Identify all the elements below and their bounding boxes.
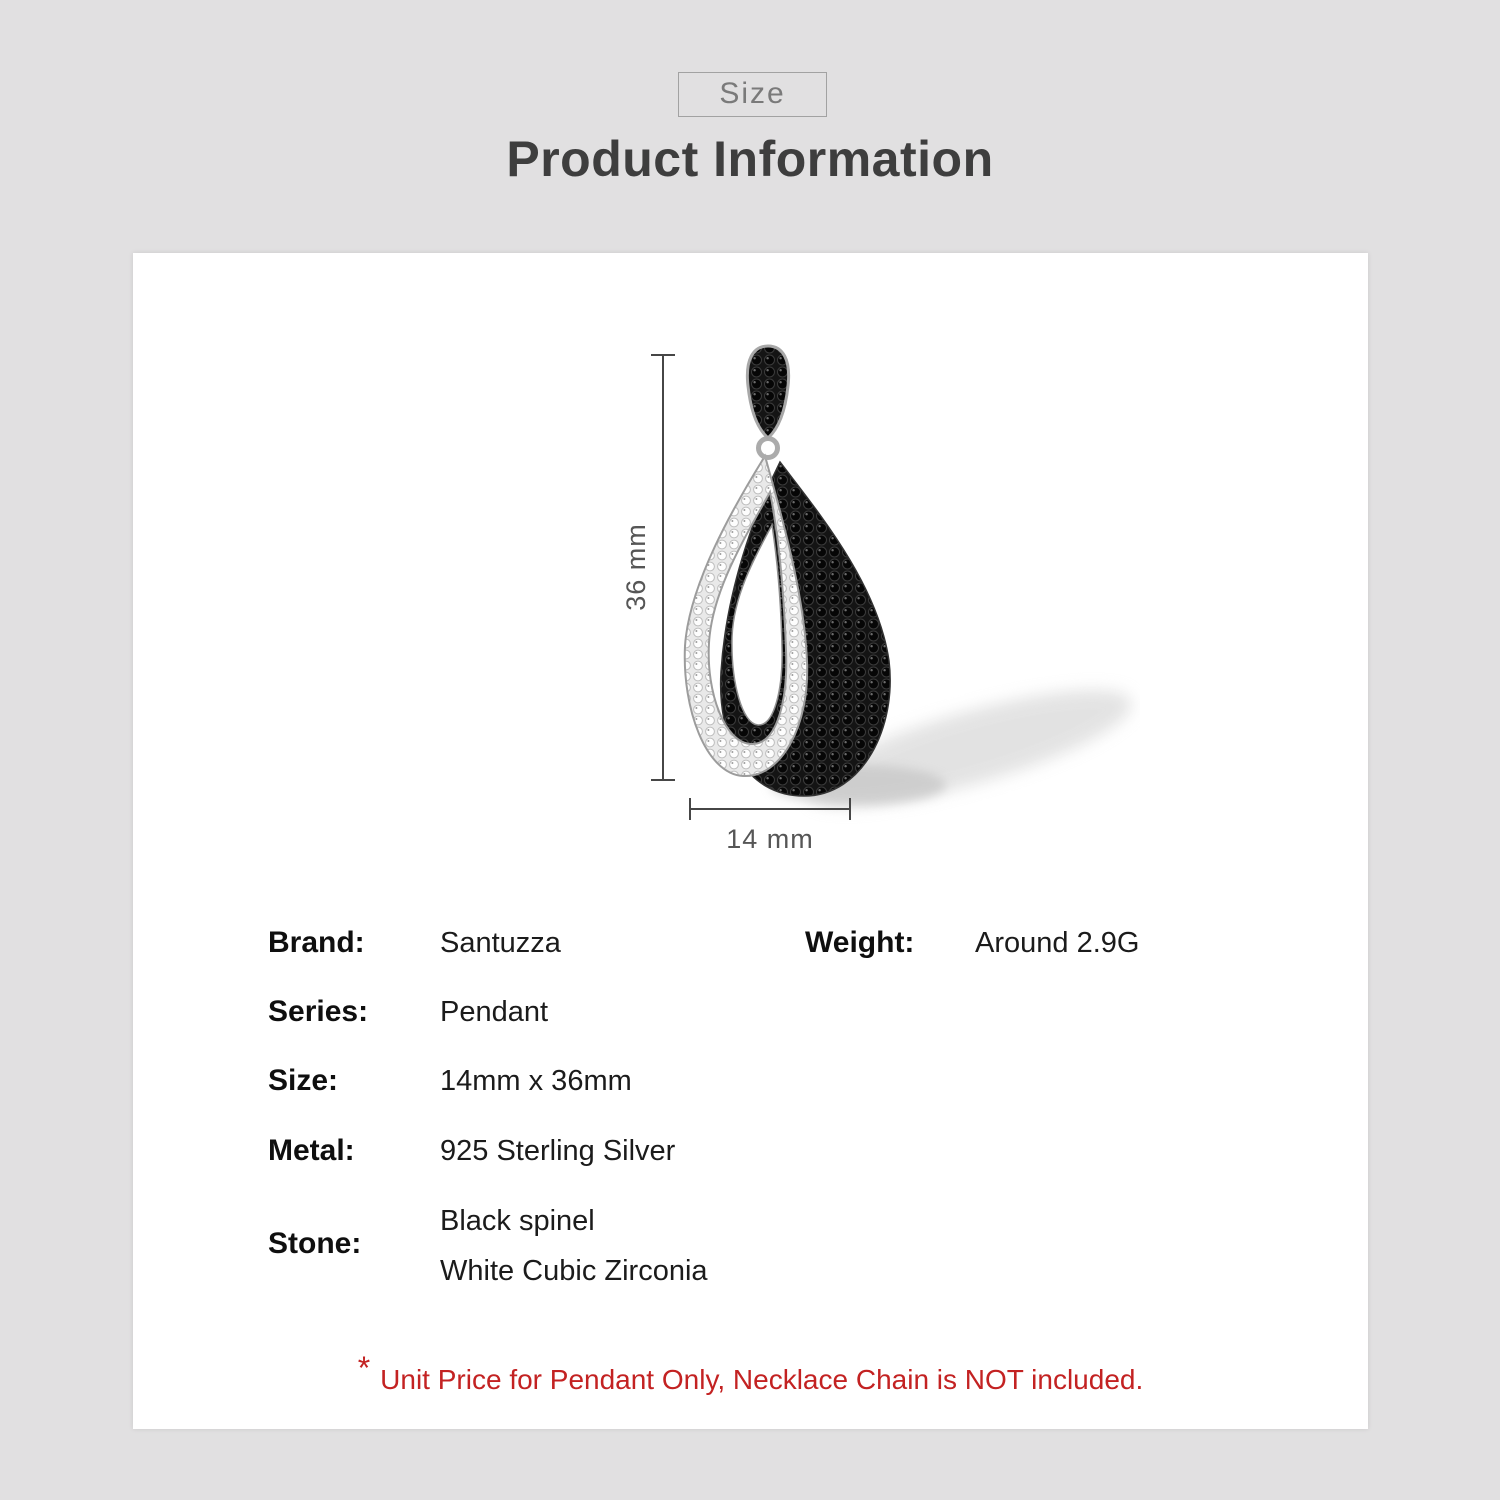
height-dimension-cap-bottom xyxy=(651,779,675,781)
disclaimer-text: Unit Price for Pendant Only, Necklace Chain is NOT included. xyxy=(380,1364,1144,1395)
spec-value-stone-1: Black spinel xyxy=(440,1205,595,1237)
spec-value-series: Pendant xyxy=(440,996,549,1028)
size-badge: Size xyxy=(678,72,827,117)
product-info-card xyxy=(133,253,1368,1429)
height-dimension-cap-top xyxy=(651,354,675,356)
width-dimension-line xyxy=(689,808,851,810)
spec-value-stone-2: White Cubic Zirconia xyxy=(440,1255,708,1287)
spec-value-size: 14mm x 36mm xyxy=(440,1065,632,1097)
pendant-bail xyxy=(747,346,788,438)
spec-value-weight: Around 2.9G xyxy=(975,927,1140,959)
disclaimer-note xyxy=(133,1350,1368,1396)
pendant-image xyxy=(620,330,1140,830)
spec-label-brand: Brand: xyxy=(268,926,365,959)
spec-label-stone: Stone: xyxy=(268,1227,362,1260)
width-dimension-cap-right xyxy=(849,798,851,820)
connector-ring xyxy=(759,439,778,458)
spec-value-brand: Santuzza xyxy=(440,927,561,959)
spec-value-metal: 925 Sterling Silver xyxy=(440,1135,676,1167)
spec-label-weight: Weight: xyxy=(805,926,915,959)
asterisk-marker: * xyxy=(357,1350,371,1386)
pendant-illustration xyxy=(620,330,1140,830)
spec-label-series: Series: xyxy=(268,995,369,1028)
spec-label-size: Size: xyxy=(268,1064,339,1097)
width-dimension-cap-left xyxy=(689,798,691,820)
width-dimension-label: 14 mm xyxy=(726,824,814,854)
height-dimension-line xyxy=(662,355,664,780)
height-dimension-label: 36 mm xyxy=(621,523,651,611)
spec-label-metal: Metal: xyxy=(268,1134,355,1167)
page-title: Product Information xyxy=(506,131,994,187)
pendant-window xyxy=(732,525,782,725)
